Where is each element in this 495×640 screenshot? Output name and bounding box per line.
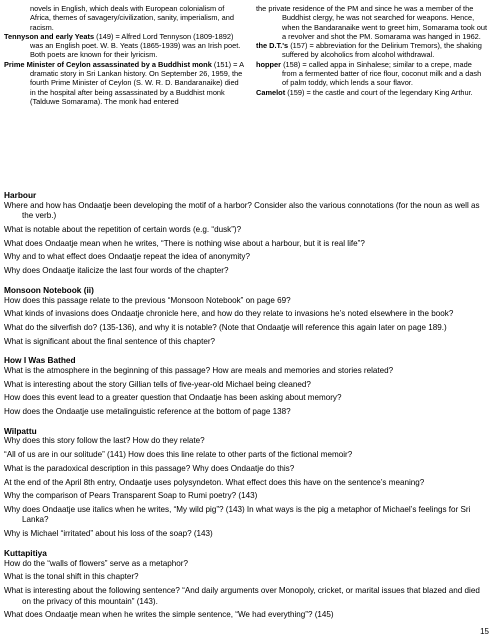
chapter-heading: Kuttapitiya: [4, 547, 47, 558]
chapter-heading: Monsoon Notebook (ii): [4, 284, 94, 295]
study-question: “All of us are in our solitude” (141) How does this line relate to other parts of the fictional memoir?: [4, 450, 353, 460]
study-question: What is notable about the repetition of certain words (e.g. “dusk”)?: [4, 225, 242, 235]
study-question: Why and to what effect does Ondaatje repeat the idea of anonymity?: [4, 252, 250, 262]
glossary-term: Camelot: [256, 87, 286, 97]
glossary-entry: [4, 4, 244, 32]
study-question: What does Ondaatje mean when he writes the simple sentence, “We had everything”? (145): [4, 610, 334, 620]
chapter-heading: How I Was Bathed: [4, 355, 76, 366]
study-question: Why the comparison of Pears Transparent Soap to Rumi poetry? (143): [4, 491, 258, 501]
glossary-entry: [4, 60, 244, 106]
study-question: At the end of the April 8th entry, Ondaatje uses polysyndeton. What effect does this have on the sentence’s meaning?: [4, 477, 425, 487]
chapter-section: [4, 548, 490, 621]
study-question: What is interesting about the story Gillian tells of five-year-old Michael being cleaned?: [4, 379, 311, 389]
glossary-definition: (158) = called appa in Sinhalese; similar to a crepe, made from a fermented batter of rice flour, coconut milk and a dash of palm toddy, which lends a sour flavor.: [281, 59, 482, 88]
study-question: What is the atmosphere in the beginning of this passage? How are meals and memories and stories related?: [4, 365, 394, 375]
study-question: How does the Ondaatje use metalinguistic reference at the bottom of page 138?: [4, 407, 291, 417]
glossary-entry: [4, 32, 244, 60]
glossary-definition: novels in English, which deals with European colonialism of Africa, themes of savagery/civilization, sanity, imperialism, and racism.: [30, 4, 235, 32]
study-question: Why does this story follow the last? How do they relate?: [4, 436, 205, 446]
glossary-entry: [256, 41, 488, 60]
page-number: 15: [480, 627, 489, 636]
glossary-entry: [256, 88, 488, 97]
glossary-entry: [256, 60, 488, 88]
chapter-section: [4, 426, 490, 540]
study-question: How does this event lead to a greater question that Ondaatje has been asking about memory?: [4, 393, 342, 403]
chapter-heading: Harbour: [4, 190, 37, 200]
glossary-definition: (149) = Alfred Lord Tennyson (1809-1892) was an English poet. W. B. Yeats (1865-1939) was an Irish poet. Both poets are known for their lyricism.: [30, 31, 241, 60]
glossary-term: the D.T.'s: [256, 41, 289, 51]
glossary-term: hopper: [256, 59, 282, 69]
study-question: What is interesting about the following sentence? “And daily arguments over Monopoly, cricket, or marital issues that blazed and died on the privacy of this mountain” (143).: [4, 585, 480, 606]
study-question: What is the tonal shift in this chapter?: [4, 572, 139, 582]
glossary-definition: the private residence of the PM and since he was a member of the Buddhist clergy, he was not searched for weapons. Hence, when the Bandaranaike went to greet him, Somarama took out a revolver and shot the PM. Somarama was hanged in 1962.: [256, 4, 488, 41]
glossary-term: Prime Minister of Ceylon assassinated by a Buddhist monk: [4, 59, 212, 69]
study-question: What does Ondaatje mean when he writes, “There is nothing wise about a harbour, but it is real life”?: [4, 238, 365, 248]
study-question: Where and how has Ondaatje been developing the motif of a harbor? Consider also the various connotations (for the noun as well as the verb.): [4, 200, 480, 221]
study-questions: [4, 190, 490, 629]
study-question: What is the paradoxical description in this passage? Why does Ondaatje do this?: [4, 463, 295, 473]
study-question: How do the “walls of flowers” serve as a metaphor?: [4, 558, 188, 568]
study-question: Why does Ondaatje italicize the last four words of the chapter?: [4, 266, 229, 276]
study-question: What is significant about the final sentence of this chapter?: [4, 336, 216, 346]
chapter-section: [4, 285, 490, 347]
chapter-section: [4, 190, 490, 277]
study-question: How does this passage relate to the previous “Monsoon Notebook” on page 69?: [4, 295, 291, 305]
study-question: Why is Michael “irritated” about his loss of the soap? (143): [4, 529, 213, 539]
glossary-term: Tennyson and early Yeats: [4, 31, 95, 41]
chapter-heading: Wilpattu: [4, 425, 37, 436]
chapter-section: [4, 355, 490, 417]
glossary: [0, 4, 495, 190]
glossary-definition: (151) = A dramatic story in Sri Lankan history. On September 26, 1959, the fourth Prime Minister of Ceylon (S. W. R. D. Bandaranaike) died in the hospital after being assassinated by a Buddhist monk (Talduwe Somarama). The monk had entered: [30, 59, 244, 106]
glossary-column-right: [256, 4, 488, 97]
study-question: What do the silverfish do? (135-136), and why it is notable? (Note that Ondaatje will reference this again later on page 189.): [4, 322, 447, 332]
glossary-definition: (159) = the castle and court of the legendary King Arthur.: [285, 87, 473, 97]
glossary-column-left: [4, 4, 244, 106]
study-question: Why does Ondaatje use italics when he writes, “My wild pig”? (143) In what ways is the pig a metaphor of Michael’s feelings for Sri Lanka?: [4, 504, 471, 525]
study-question: What kinds of invasions does Ondaatje chronicle here, and how do they relate to invasions he’s noted elsewhere in the book?: [4, 309, 454, 319]
glossary-definition: (157) = abbreviation for the Delirium Tremors), the shaking suffered by alcoholics from alcohol withdrawal.: [282, 41, 482, 60]
glossary-entry: [256, 4, 488, 41]
